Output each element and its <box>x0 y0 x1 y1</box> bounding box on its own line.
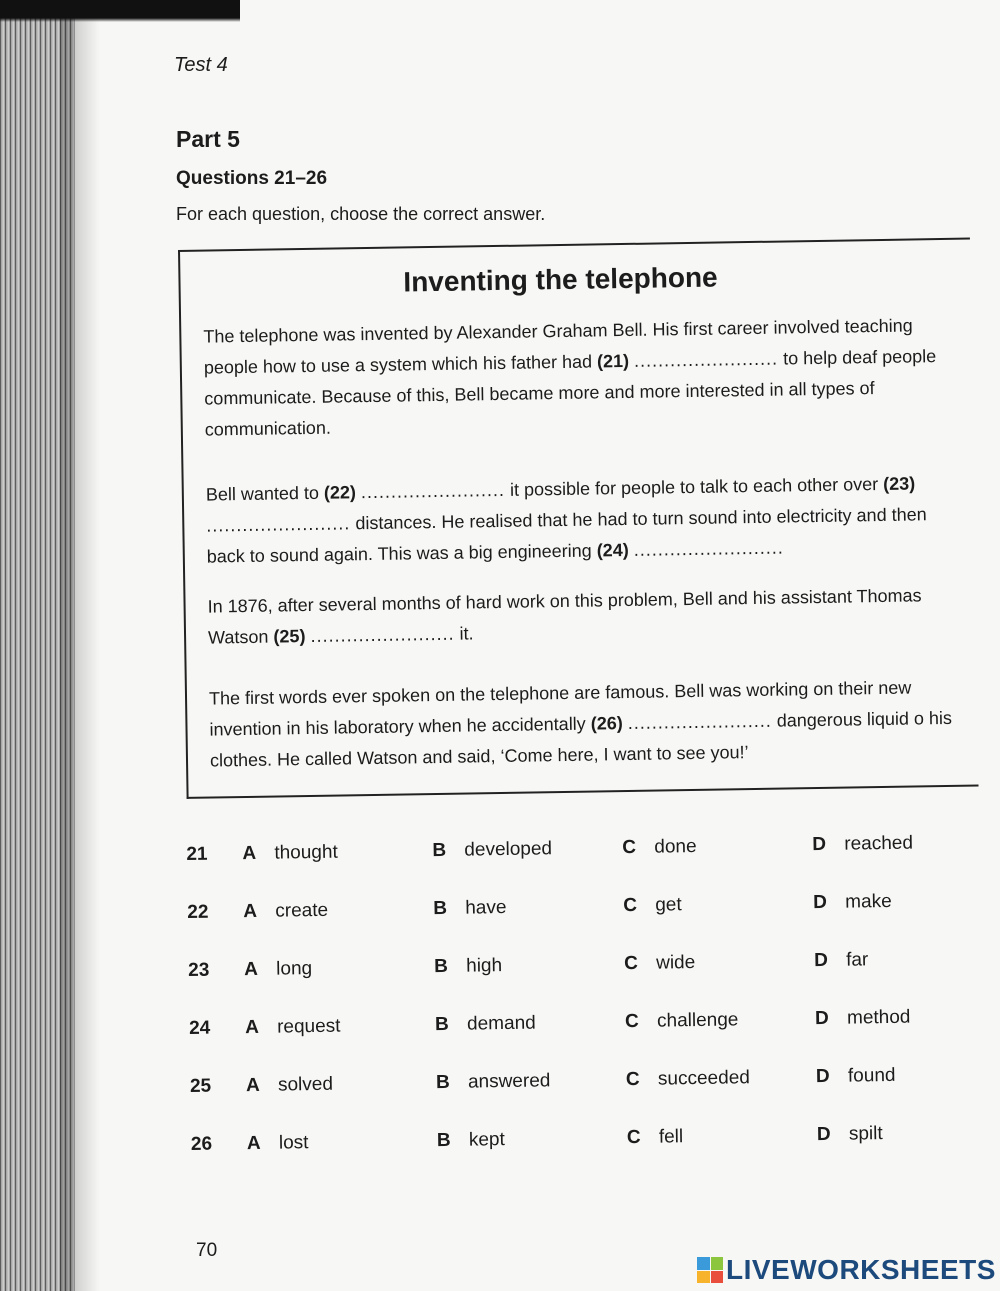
option-text: developed <box>464 838 553 861</box>
option-text: wide <box>655 952 696 974</box>
option-26-d[interactable] <box>817 1123 883 1146</box>
option-text: create <box>275 899 329 922</box>
option-letter: C <box>622 836 637 859</box>
paragraph-1 <box>203 310 965 446</box>
option-letter: C <box>623 952 639 975</box>
question-number: 23 <box>188 959 210 981</box>
question-number: 26 <box>190 1133 213 1155</box>
option-letter: D <box>816 1123 831 1146</box>
answer-gap-24[interactable]: ........................ <box>633 537 778 560</box>
question-number: 22 <box>187 901 209 923</box>
option-23-c[interactable] <box>624 952 695 975</box>
option-26-b[interactable] <box>437 1129 505 1152</box>
text-title: Inventing the telephone <box>403 261 718 298</box>
brand-name: LIVEWORKSHEETS <box>726 1254 996 1285</box>
answer-gap-21[interactable]: ........................ <box>633 348 779 371</box>
option-letter: B <box>434 1013 449 1036</box>
option-letter: D <box>814 1007 829 1030</box>
paragraph-text: The telephone was invented by Alexander Graham Bell. His first career involved teaching people how to use a system which his father had <box>203 315 913 378</box>
paragraph-text: dangerous liquid o his clothes. He called Watson and said, ‘Come here, I want to see you!’ <box>209 707 953 771</box>
option-text: get <box>655 894 682 916</box>
option-letter: B <box>433 897 448 920</box>
question-number-21: (21) <box>596 350 630 372</box>
option-letter: A <box>244 958 259 981</box>
option-text: far <box>845 949 869 971</box>
option-25-c[interactable] <box>626 1067 750 1091</box>
option-24-b[interactable] <box>435 1013 536 1037</box>
option-21-a[interactable] <box>242 842 338 865</box>
option-letter: A <box>244 1016 260 1039</box>
option-text: challenge <box>656 1009 739 1032</box>
question-number: 24 <box>188 1017 211 1039</box>
option-text: method <box>846 1006 911 1029</box>
option-text: fell <box>658 1126 684 1148</box>
running-head: Test 4 <box>174 54 228 76</box>
instruction: For each question, choose the correct answer. <box>176 204 546 224</box>
answer-gap-25[interactable]: ........................ <box>310 623 455 646</box>
option-23-b[interactable] <box>434 955 502 978</box>
option-25-b[interactable] <box>436 1070 551 1094</box>
option-text: spilt <box>848 1123 883 1145</box>
paragraph-text: distances. He realised that he had to turn sound into electricity and then back to sound again. This was a big engineering <box>206 504 927 567</box>
question-number: 21 <box>186 843 208 865</box>
option-row-26 <box>191 1108 952 1178</box>
option-letter: D <box>815 1065 830 1088</box>
option-text: make <box>845 890 892 913</box>
question-number-23: (23) <box>883 473 916 494</box>
option-22-c[interactable] <box>623 894 682 917</box>
option-letter: B <box>432 839 447 862</box>
answer-gap-23[interactable]: ........................ <box>206 513 351 536</box>
option-text: demand <box>466 1012 536 1035</box>
option-text: succeeded <box>657 1067 751 1090</box>
question-number-24: (24) <box>596 539 629 561</box>
option-text: kept <box>468 1129 505 1151</box>
paragraph-text: In 1876, after several months of hard work on this problem, Bell and his assistant Thomas Watson <box>207 585 922 648</box>
option-text: high <box>466 955 503 977</box>
questions-range: Questions 21–26 <box>176 168 328 189</box>
option-letter: B <box>435 1071 450 1094</box>
option-24-c[interactable] <box>625 1009 739 1033</box>
option-letter: C <box>626 1126 641 1149</box>
option-26-a[interactable] <box>247 1132 309 1155</box>
paragraph-text: it. <box>459 623 474 644</box>
option-25-d[interactable] <box>816 1065 896 1088</box>
paragraph-4 <box>209 672 970 777</box>
option-text: reached <box>844 832 914 855</box>
paragraph-text: Bell wanted to <box>205 482 320 505</box>
option-text: thought <box>274 841 338 864</box>
option-25-a[interactable] <box>246 1074 333 1097</box>
question-number-22: (22) <box>323 482 357 503</box>
option-letter: A <box>243 900 258 923</box>
option-22-b[interactable] <box>433 897 507 920</box>
option-letter: C <box>624 1010 639 1033</box>
option-text: done <box>654 835 697 858</box>
option-letter: A <box>242 842 257 865</box>
paragraph-text: to help deaf people communicate. Because of this, Bell became more and more interested in all types of communication. <box>204 346 937 440</box>
paragraph-text: . <box>777 537 783 558</box>
option-letter: B <box>436 1129 451 1152</box>
question-number: 25 <box>189 1075 212 1097</box>
option-22-a[interactable] <box>243 900 328 923</box>
option-letter: C <box>625 1068 640 1091</box>
question-number-26: (26) <box>590 713 623 734</box>
option-23-d[interactable] <box>814 949 869 972</box>
option-text: lost <box>278 1132 309 1154</box>
option-text: have <box>465 896 507 919</box>
answer-gap-26[interactable]: ........................ <box>627 710 772 733</box>
option-23-a[interactable] <box>244 958 312 981</box>
paragraph-text: The first words ever spoken on the telephone are famous. Bell was working on their new invention in his laboratory when he accidentally <box>208 677 912 740</box>
option-21-d[interactable] <box>812 833 913 857</box>
option-letter: A <box>245 1074 260 1097</box>
paragraph-text: it possible for people to talk to each other over <box>509 474 879 500</box>
question-number-25: (25) <box>273 626 306 647</box>
option-26-c[interactable] <box>627 1126 684 1149</box>
option-letter: B <box>434 955 449 978</box>
page-top-edge <box>0 0 240 22</box>
option-letter: D <box>813 891 828 914</box>
option-letter: A <box>246 1132 261 1155</box>
option-24-a[interactable] <box>245 1016 341 1039</box>
option-letter: C <box>623 894 638 917</box>
page-number: 70 <box>196 1240 218 1261</box>
option-text: answered <box>467 1070 551 1093</box>
answer-options <box>186 818 951 1178</box>
reading-text-box <box>178 238 979 799</box>
option-text: long <box>276 958 313 980</box>
liveworksheets-logo-icon <box>697 1257 723 1283</box>
part-title: Part 5 <box>176 126 240 152</box>
paragraph-3 <box>207 580 968 654</box>
option-21-b[interactable] <box>432 838 552 862</box>
option-text: solved <box>277 1073 334 1096</box>
liveworksheets-brand[interactable] <box>697 1254 996 1286</box>
option-21-c[interactable] <box>622 836 697 859</box>
binding-shadow <box>60 0 100 1291</box>
option-letter: D <box>813 949 829 972</box>
option-letter: D <box>812 833 827 856</box>
option-text: request <box>276 1015 341 1038</box>
option-text: found <box>847 1064 896 1087</box>
answer-gap-22[interactable]: ........................ <box>360 479 506 503</box>
option-24-d[interactable] <box>815 1007 911 1030</box>
paragraph-2 <box>206 468 967 573</box>
option-22-d[interactable] <box>813 891 892 914</box>
